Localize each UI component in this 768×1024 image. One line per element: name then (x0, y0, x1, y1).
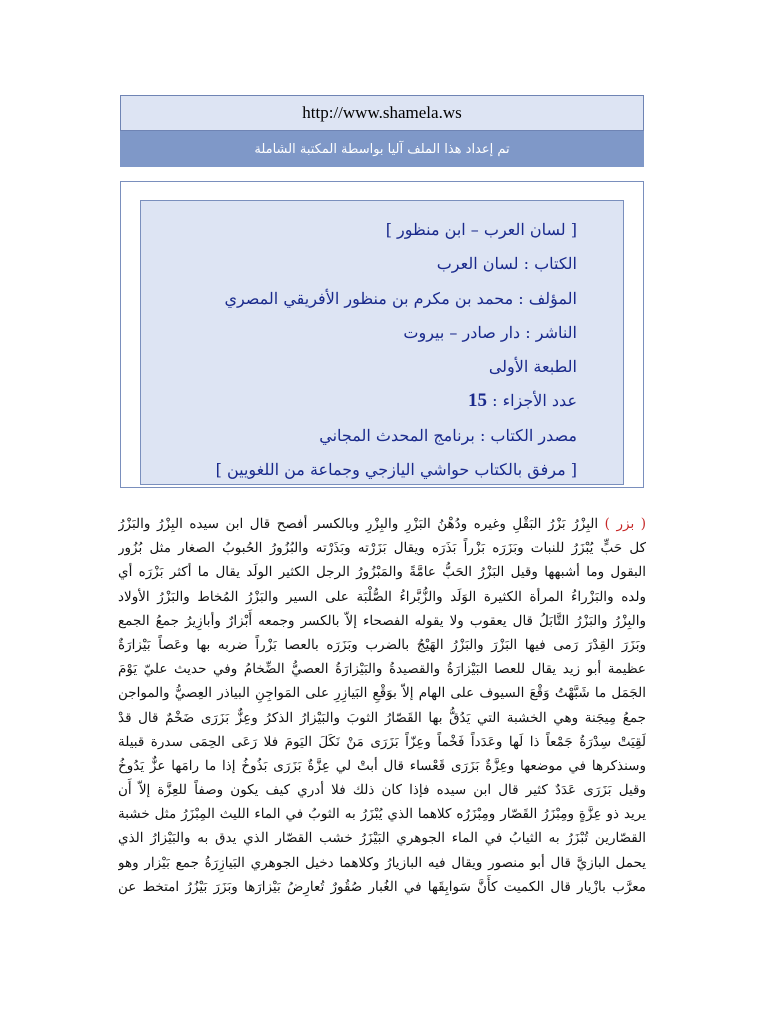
site-url-box (120, 95, 644, 131)
parts-value: 15 (468, 390, 488, 412)
entry-line: معرَّب بازْيار قال الكميت كأَنَّ سَوابِقَها في الغُبار صُقُورٌ تُعارِضُ بَيْزارَها وبَزَرَ بَيْزُرُ امتخط عن (118, 878, 646, 895)
entry-line: وبَزَرَ القِدْرَ رَمى فيها البَزْرَ والبَزْرُ الهَيْجُ بالضرب وبَزَرَه بالعصا بَزْراً ضربه بها وعَصاً بَيْزارَةٌ (118, 636, 646, 653)
site-url[interactable]: http://www.shamela.ws (302, 103, 462, 122)
entry-line: يريد ذو عِزَّةٍ ومِبْزَرُ القَصّار ومِبْزَرُه كلاهما الذي يُبْزَرُ به الثوبُ في الماء الليث المِبْزَرُ مثل خشبة (118, 806, 646, 823)
entry-line: ولده والبَزْراءُ المرأة الكثيرة الوَلَد والزُّبَّراءُ الصُّلْبَة على السير والبَزْرُ المُخاط والبَزْرُ الأولاد (118, 588, 646, 605)
entry-headword: ( بزر ) (604, 516, 646, 532)
entry-line: القصّارين تُبْزَرُ به الثيابُ في الماء الجوهري البَيْزَرُ خشب القصّار الذي يدق به والبَيْزارُ الذي (118, 830, 646, 847)
parts-line (216, 384, 577, 418)
edition-line: الطبعة الأولى (488, 357, 577, 377)
banner-text: تم إعداد هذا الملف آليا بواسطة المكتبة الشاملة (254, 141, 510, 157)
book-title-line: [ لسان العرب – ابن منظور ] (385, 220, 577, 239)
entry-line: لَقِيَتْ سِدْرَةُ جَمْعاً ذا لَها وعَدَداً فَخْماً وعِزّاً بَزَرَى مَنْ نَكَلَ اليَومَ فلا رَعَى الحِمَى سدرة قبيلة (118, 733, 646, 750)
shamela-banner (120, 131, 644, 167)
entry-line: عظيمة أبو زيد يقال للعصا البَيْزارَةُ والقصيدةُ والبَيْزارَةُ العصيُّ الضِّخامُ وفي حديث عليّ يَوْمَ (118, 661, 646, 678)
entry-line: جمعُ مِيجَنة وهي الخشبة التي يَدُقُّ بها القَصّارُ الثوبَ والبَيْزارُ الذكرُ وعِزٌّ بَزَرَى ضَخْمٌ قال قدْ (118, 709, 646, 726)
attachment-note-line: [ مرفق بالكتاب حواشي اليازجي وجماعة من اللغويين ] (215, 460, 577, 480)
entry-line: وسنذكرها في موضعها وعِزَّةٌ بَزَرَى قَعْساء قال أبتْ لي عِزَّةٌ بَزَرَى بَذُوخُ إذا ما رامَها عزٌّ يَدُوخُ (118, 757, 646, 774)
book-name-line: الكتاب : لسان العرب (436, 254, 577, 274)
entry-line: الجَمَل ما شَبَّهْتُ وَقْعَ السيوف على الهام إلاّ بوَقْعِ البَيازِرِ على المَواجِنِ البياذر العِصيُّ والمواجن (118, 685, 646, 702)
entry-line: البقول وما أشبهها وقيل البَزْرُ الحَبُّ عامَّةً والمَبْزُورُ الرجل الكثير الولَد يقال ما أكثر بَزْرَه أي (118, 564, 646, 581)
entry-line: والبِزْرُ والبَزْرُ التَّابَلُ قال يعقوب ولا يقوله الفصحاء إلاّ بالكسر وجمعه أَبْزارٌ وأبازِيرُ جمعُ الجمع (118, 612, 646, 629)
book-info-panel (140, 200, 624, 485)
author-line: المؤلف : محمد بن مكرم بن منظور الأفريقي المصري (224, 288, 577, 308)
entry-line (118, 512, 646, 536)
entry-line: يحمل البازيَّ قال أبو منصور ويقال فيه البازيارُ وكلاهما دخيل الجوهري البَيازِرَةُ جمع بَيْزار وهو (118, 854, 646, 871)
publisher-line: الناشر : دار صادر – بيروت (403, 322, 577, 342)
source-line: مصدر الكتاب : برنامج المحدث المجاني (319, 425, 577, 445)
parts-label: عدد الأجزاء : (487, 391, 577, 411)
entry-line: كل حَبٍّ يُبْزَرُ للنبات وبَزَرَه بَزْراً بَذَرَه ويقال بَزَرْته وبَذَرْته والبُزُورُ الحُبوبُ الصغار مثل بُزُور (118, 540, 646, 557)
dictionary-entry-text (118, 512, 646, 899)
entry-line: وقيل بَزَرَى عَدَدٌ كثير قال ابن سيده فإذا كان ذلك فلا أدري كيف يكون وصفاً للعِزَّة إلاّ أَن (118, 782, 646, 799)
entry-line-text: البِزْرُ بَزْرُ البَقْلِ وغيره ودُهْنُ البَزْرِ والبِزْرِ وبالكسر أفصح قال ابن سيده البِزْرُ والبَزْرُ (118, 516, 605, 532)
book-info-list (216, 201, 577, 487)
